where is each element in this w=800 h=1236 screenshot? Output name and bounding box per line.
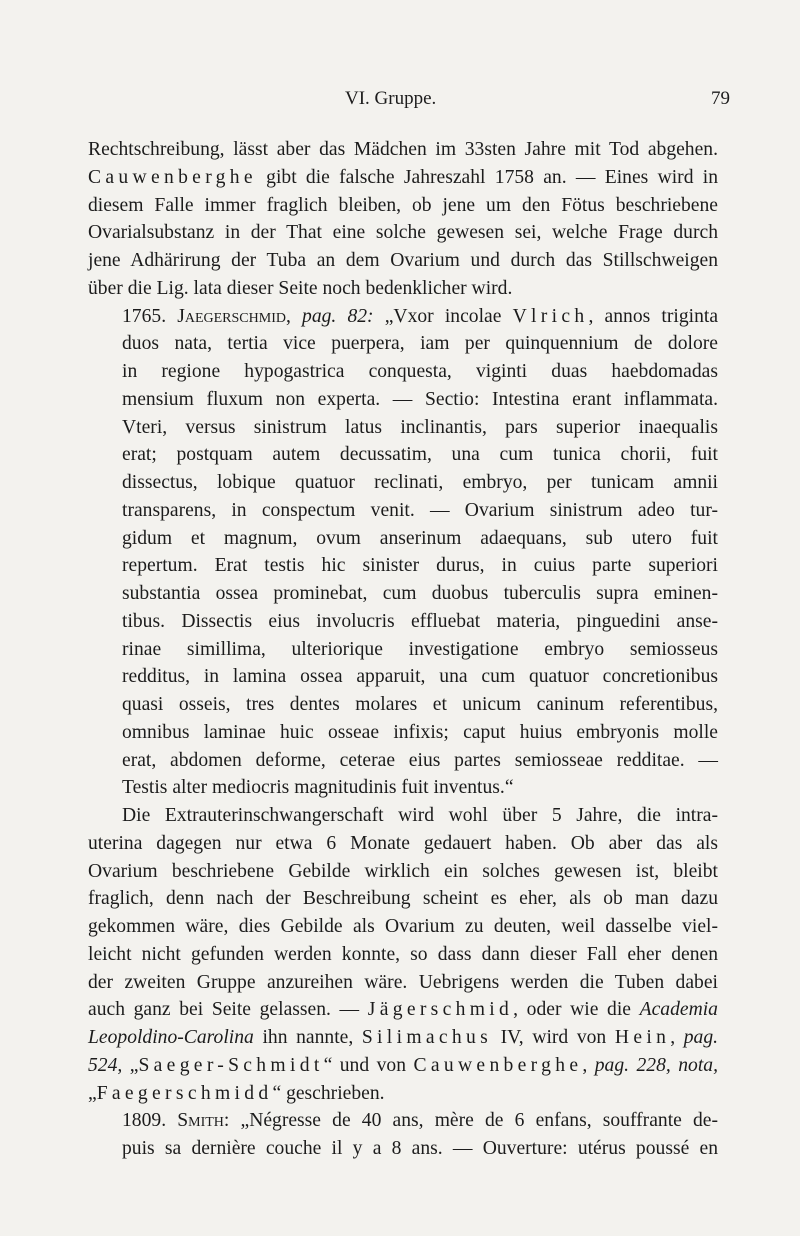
text-run: gibt die falsche Jahreszahl 1758 an. — Eines wird in xyxy=(256,166,718,188)
spaced-name: Vlrich xyxy=(512,305,589,327)
spaced-name: Silimachus xyxy=(361,1027,493,1048)
text-run: fraglich, denn nach der Beschreibung scheint es eher, als ob man dazu xyxy=(88,888,718,910)
text-line xyxy=(88,330,718,358)
text-line xyxy=(88,691,718,719)
text-run: erat; postquam autem decussatim, una cum tunica chorii, fuit xyxy=(122,444,718,466)
text-line xyxy=(88,885,718,913)
text-line xyxy=(88,1107,718,1135)
text-run: transparens, in conspectum venit. — Ovarium sinistrum adeo tur- xyxy=(122,499,718,521)
text-line xyxy=(88,469,718,497)
text-line xyxy=(88,303,718,331)
text-run: jene Adhärirung der Tuba an dem Ovarium und durch das Stillschweigen xyxy=(88,250,718,271)
text-line xyxy=(88,552,718,580)
spaced-name: Jägerschmid xyxy=(367,999,514,1021)
text-run: 1809. xyxy=(122,1110,178,1132)
text-run: IV, wird von xyxy=(492,1027,615,1048)
text-line xyxy=(88,719,718,747)
text-line xyxy=(88,1135,718,1163)
text-line xyxy=(88,913,718,941)
text-run: omnibus laminae huic osseae infixis; caput huius embryonis molle xyxy=(122,721,718,743)
text-line xyxy=(88,858,718,886)
section-title: VI. Gruppe. xyxy=(345,88,437,109)
italic-text: Academia xyxy=(639,999,718,1021)
page-number: 79 xyxy=(711,88,730,109)
text-line xyxy=(88,247,718,275)
text-line xyxy=(88,441,718,469)
italic-text: pag. xyxy=(683,1027,719,1048)
text-line xyxy=(88,386,718,414)
text-run: mensium fluxum non experta. — Sectio: Intestina erant inflammata. xyxy=(122,388,718,410)
text-run: Die Extrauterinschwangerschaft wird wohl über 5 Jahre, die intra- xyxy=(122,805,718,826)
italic-text: pag. 228, nota, xyxy=(594,1054,718,1076)
text-run: , xyxy=(582,1054,595,1076)
text-run: gidum et magnum, ovum anserinum adaequans, sub utero fuit xyxy=(122,527,718,549)
running-header xyxy=(0,88,800,112)
text-line xyxy=(88,1080,718,1108)
text-run: in regione hypogastrica conquesta, viginti duas haebdomadas xyxy=(122,361,718,382)
text-line xyxy=(88,774,718,802)
text-line xyxy=(88,996,718,1024)
text-run: leicht nicht gefunden werden konnte, so dass dann dieser Fall eher denen xyxy=(88,943,718,965)
text-run: „ xyxy=(122,1054,139,1076)
text-line xyxy=(88,608,718,636)
text-line xyxy=(88,136,718,164)
text-run: repertum. Erat testis hic sinister durus, in cuius parte superiori xyxy=(122,555,718,577)
text-run: puis sa dernière couche il y a 8 ans. — Ouverture: utérus poussé en xyxy=(122,1138,718,1159)
text-run: erat, abdomen deforme, ceterae eius partes semiosseae redditae. — xyxy=(122,749,718,771)
text-run: der zweiten Gruppe anzureihen wäre. Uebrigens werden die Tuben dabei xyxy=(88,971,718,993)
text-run: duos nata, tertia vice puerpera, iam per quinquennium de dolore xyxy=(122,333,718,355)
text-run: : „Négresse de 40 ans, mère de 6 enfans, souffrante de- xyxy=(223,1110,718,1132)
text-run: über die Lig. lata dieser Seite noch bedenklicher wird. xyxy=(88,277,513,299)
text-line xyxy=(88,275,718,303)
text-run: „ xyxy=(88,1082,97,1104)
text-run: , annos triginta xyxy=(588,305,719,327)
text-run: Rechtschreibung, lässt aber das Mädchen im 33sten Jahre mit Tod abgehen. xyxy=(88,139,718,160)
text-line xyxy=(88,802,718,830)
author-name: Smith xyxy=(177,1110,224,1132)
text-run: 1765. xyxy=(122,305,178,327)
text-line xyxy=(88,358,718,386)
text-run: Ovarialsubstanz in der That eine solche gewesen sei, welche Frage durch xyxy=(88,222,718,244)
text-line xyxy=(88,941,718,969)
text-run: diesem Falle immer fraglich bleiben, ob jene um den Fötus beschriebene xyxy=(88,194,718,216)
text-run: rinae simillima, ulteriorique investigatione embryo semiosseus xyxy=(122,638,718,660)
text-line xyxy=(88,663,718,691)
text-line xyxy=(88,219,718,247)
text-line xyxy=(88,164,718,192)
text-run: „Vxor incolae xyxy=(373,305,513,327)
text-line xyxy=(88,636,718,664)
text-line xyxy=(88,580,718,608)
text-run: tibus. Dissectis eius involucris effluebat materia, pinguedini anse- xyxy=(122,610,718,632)
spaced-name: Cauwenberghe xyxy=(413,1054,583,1076)
text-run: gekommen wäre, dies Gebilde als Ovarium zu deuten, weil dasselbe viel- xyxy=(88,916,718,937)
text-run: “ und von xyxy=(323,1054,414,1076)
text-run: , xyxy=(670,1027,684,1048)
text-line xyxy=(88,497,718,525)
text-line xyxy=(88,1024,718,1052)
text-run: quasi osseis, tres dentes molares et unicum caninum referentibus, xyxy=(122,694,718,715)
spaced-name: Hein xyxy=(614,1027,671,1048)
text-line xyxy=(88,1052,718,1080)
body-text xyxy=(88,136,718,1163)
text-run: “ geschrieben. xyxy=(272,1082,385,1104)
text-run: Vteri, versus sinistrum latus inclinantis, pars superior inaequalis xyxy=(122,416,718,438)
text-run: , oder wie die xyxy=(513,999,640,1021)
italic-text: pag. 82: xyxy=(302,305,374,327)
text-line xyxy=(88,192,718,220)
text-run: , xyxy=(285,305,303,327)
text-run: ihn nannte, xyxy=(253,1027,362,1048)
spaced-name: Faegerschmidd xyxy=(96,1082,273,1104)
italic-text: 524, xyxy=(88,1054,123,1076)
text-run: Ovarium beschriebene Gebilde wirklich ein solches gewesen ist, bleibt xyxy=(88,860,718,882)
text-run: auch ganz bei Seite gelassen. — xyxy=(88,999,368,1021)
text-run: uterina dagegen nur etwa 6 Monate gedauert haben. Ob aber das als xyxy=(88,832,718,854)
text-run: redditus, in lamina ossea apparuit, una cum quatuor concretionibus xyxy=(122,666,718,688)
author-name: Jaegerschmid xyxy=(177,305,286,327)
text-line xyxy=(88,830,718,858)
spaced-name: Cauwenberghe xyxy=(88,166,257,188)
text-line xyxy=(88,969,718,997)
text-run: substantia ossea prominebat, cum duobus tuberculis supra eminen- xyxy=(122,583,718,604)
text-run: dissectus, lobique quatuor reclinati, embryo, per tunicam amnii xyxy=(122,472,718,493)
text-line xyxy=(88,747,718,775)
text-run: Testis alter mediocris magnitudinis fuit inventus.“ xyxy=(122,777,514,799)
italic-text: Leopoldino-Carolina xyxy=(88,1027,254,1048)
spaced-name: Saeger-Schmidt xyxy=(138,1054,324,1076)
text-line xyxy=(88,525,718,553)
text-line xyxy=(88,414,718,442)
